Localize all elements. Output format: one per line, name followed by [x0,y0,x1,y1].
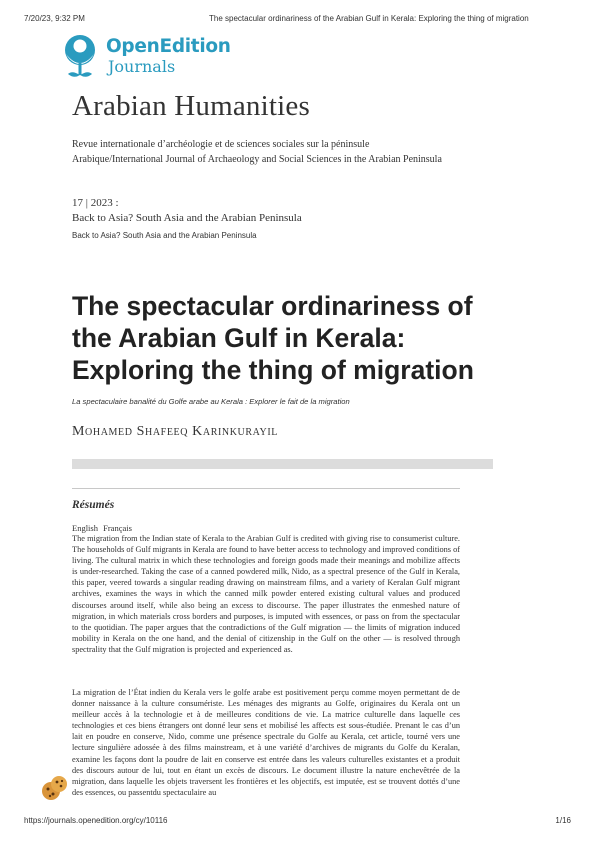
lang-link-french[interactable]: Français [103,523,132,533]
cookie-icon [40,773,70,803]
article-alternative-title: La spectaculaire banalité du Golfe arabe au Kerala : Explorer le fait de la migration [72,397,350,406]
article-author[interactable]: Mohamed Shafeeq Karinkurayil [72,424,278,439]
logo-brand-name: OpenEdition [106,36,231,57]
print-footer [24,816,571,828]
cookie-consent-icon[interactable] [40,773,70,803]
journal-title[interactable]: Arabian Humanities [72,90,310,122]
issue-theme-secondary: Back to Asia? South Asia and the Arabian Peninsula [72,231,257,240]
lang-link-english[interactable]: English [72,523,98,533]
abstract-language-links [72,523,135,533]
abstract-french: La migration de l’État indien du Kerala vers le golfe arabe est positivement perçu comme moyen permettant de de donner naissance à la culture consumériste. Les ménages des migrants au Golfe, originaires du Kerala ont un meilleur accès à la technologie et à de meilleures conditions de vie. La matrice culturelle dans laquelle ces technologies et ces biens étrangers ont donné leur sens et mobilisé les affects est sous-étudiée. Prenant le cas d’un lait en poudre en conserve, Nido, comme une présence spectrale du Golfe au Kerala, cet article, tourné vers une lecture singulière adossée à des films mainstream, et à une variété d’archives de migrants du Golfe du Keralan, examine les façons dont la poudre de lait en conserve est entrée dans les valeurs culturelles existantes et a produit des discours autour de lui, tout en étant un excès de discours. Le document illustre la nature enchevêtrée de la migration, dans laquelle les objets traversent les frontières et les objectifs, est imputée, est se trouvent dottés d’une des essences, ou passentdu spectaculaire au [72,688,460,797]
page-number: 1/16 [555,816,571,825]
print-document-title: The spectacular ordinariness of the Arabian Gulf in Kerala: Exploring the thing of migration [209,14,529,23]
print-header [24,14,571,26]
abstract-english: The migration from the Indian state of Kerala to the Arabian Gulf is credited with giving rise to consumerist culture. The households of Gulf migrants in Kerala are found to have better access to technology and improved conditions of living. The cultural matrix in which these technologies and foreign goods made their meanings and mobilize affects is under-researched. Taking the case of a canned powdered milk, Nido, as a spectral presence of the Gulf in Kerala, this paper, veered towards a singular reading drawing on mainstream films, and a variety of Keralan Gulf migrant archives, examines the ways in which the canned milk powder entered existing cultural values and produced discourses around itself, while also being an excess to discourse. The paper illustrates the enmeshed nature of migration, in which materials cross borders and purposes, is imputed with essences, or pass on from the spectacular to the quotidian. The paper argues that the contradictions of the Gulf migration — the limits of migration induced mobility in Kerala on the one hand, and the denial of citizenship in the Gulf on the other — is resolved through spectrality that the Gulf migration is projected and experienced as. [72,534,460,654]
print-url: https://journals.openedition.org/cy/10116 [24,816,168,825]
abstracts-heading: Résumés [72,499,115,511]
horizontal-rule [72,488,460,489]
journal-subtitle: Revue internationale d’archéologie et de sciences sociales sur la péninsule Arabique/International Journal of Archaeology and Social Sciences in the Arabian Peninsula [72,139,442,165]
openedition-journals-logo[interactable] [58,34,258,80]
issue-number[interactable]: 17 | 2023 : [72,197,119,209]
openedition-flower-icon [58,34,102,80]
issue-theme[interactable]: Back to Asia? South Asia and the Arabian Peninsula [72,212,302,224]
article-title: The spectacular ordinariness of the Arabian Gulf in Kerala: Exploring the thing of migration [72,291,474,385]
logo-brand-subname: Journals [108,57,176,76]
section-divider-bar [72,459,493,469]
print-date: 7/20/23, 9:32 PM [24,14,85,23]
